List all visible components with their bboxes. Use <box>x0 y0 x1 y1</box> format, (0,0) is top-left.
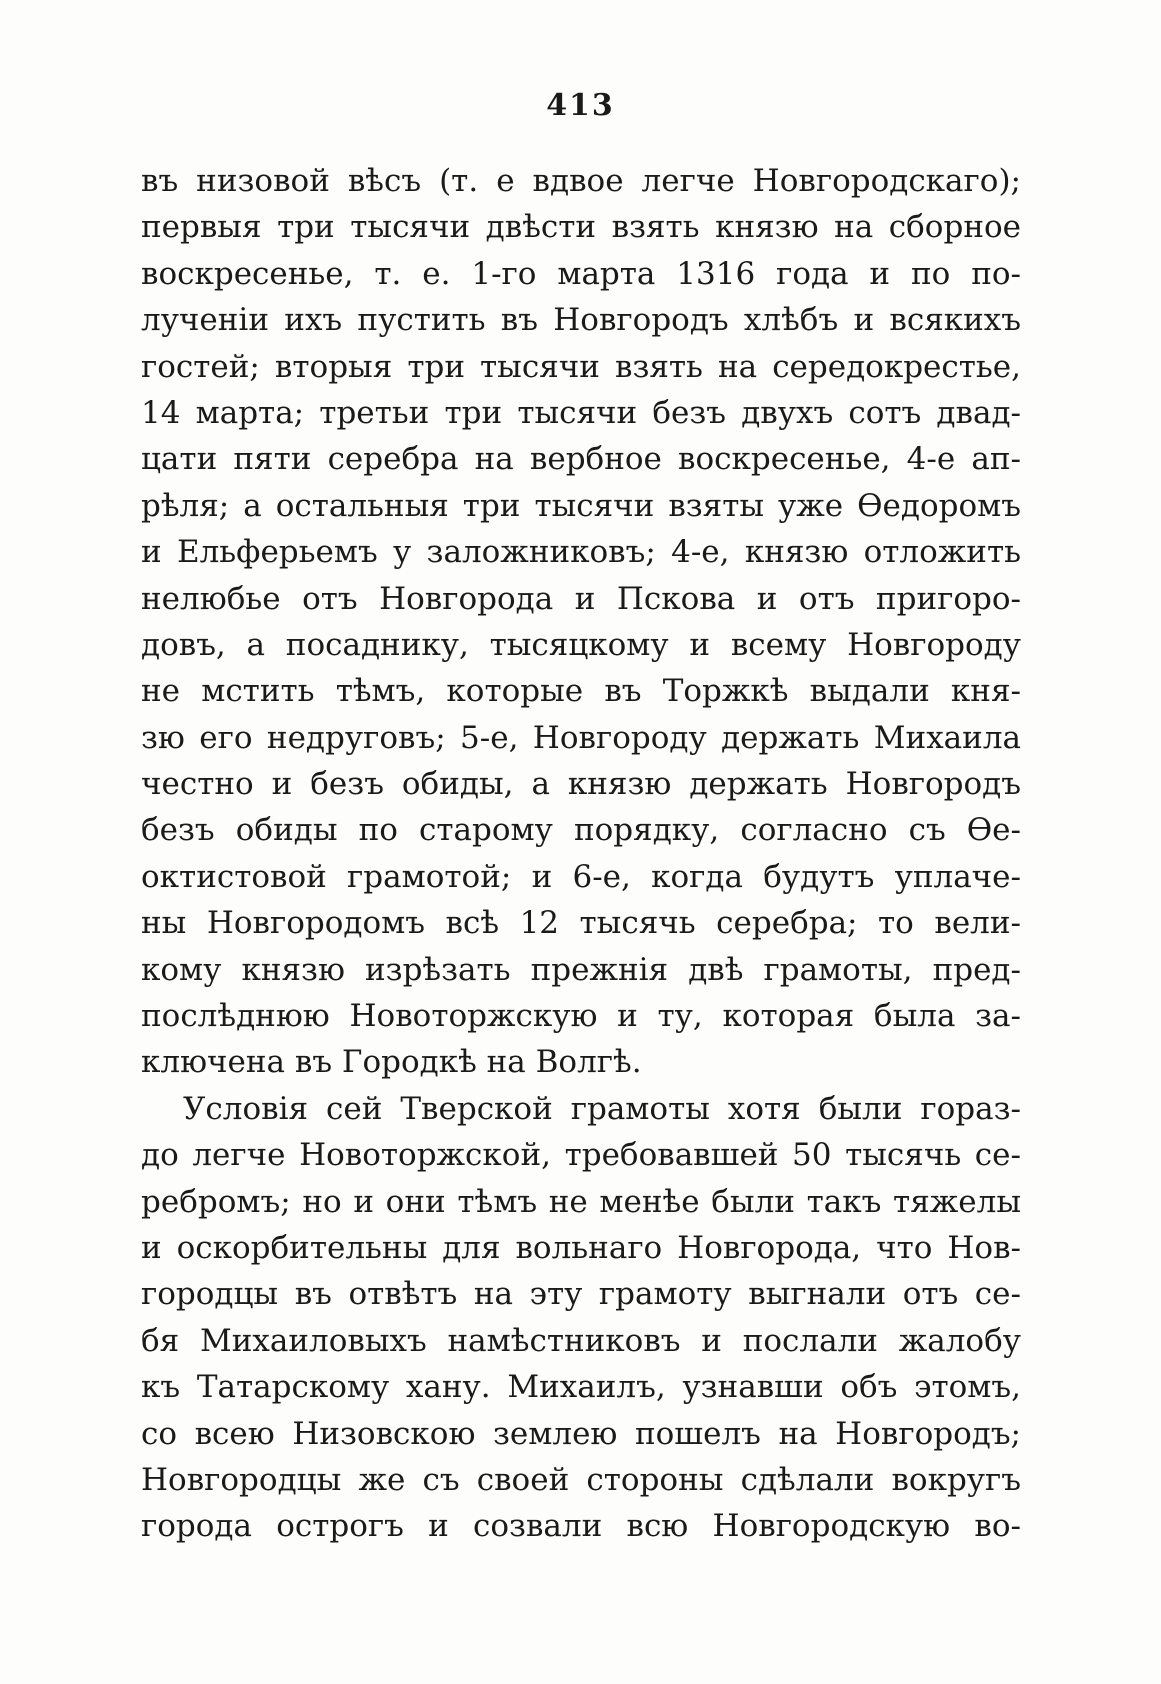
text-line: въ низовой вѣсъ (т. е вдвое легче Новгородскаго); <box>141 163 1021 199</box>
text-line: ребромъ; но и они тѣмъ не менѣе были такъ тяжелы <box>141 1183 1021 1220</box>
text-line: Условія сей Тверской грамоты хотя были гораз- <box>183 1090 1021 1127</box>
text-line: 14 марта; третьи три тысячи безъ двухъ сотъ двад- <box>141 394 1021 431</box>
text-line: ны Новгородомъ всѣ 12 тысячь серебра; то вели- <box>141 905 1021 942</box>
text-line: лученіи ихъ пустить въ Новгородъ хлѣбъ и всякихъ <box>141 302 1021 339</box>
text-line: и оскорбительны для вольнаго Новгорода, что Нов- <box>141 1229 1021 1266</box>
text-line: кому князю изрѣзать прежнія двѣ грамоты, пред- <box>141 951 1021 988</box>
text-line: первыя три тысячи двѣсти взять князю на сборное <box>141 209 1021 246</box>
text-line: со всею Низовскою землею пошелъ на Новгородъ; <box>141 1415 1021 1452</box>
text-line: послѣднюю Новоторжскую и ту, которая была за- <box>141 998 1021 1035</box>
text-line: октистовой грамотой; и 6-е, когда будутъ уплаче- <box>141 858 1021 895</box>
paragraph <box>141 1086 1021 1550</box>
text-line: не мстить тѣмъ, которые въ Торжкѣ выдали кня- <box>141 673 1021 710</box>
text-line: къ Татарскому хану. Михаилъ, узнавши объ этомъ, <box>141 1369 1021 1406</box>
text-line: безъ обиды по старому порядку, согласно съ Ѳе- <box>141 812 1021 849</box>
text-line: и Ельферьемъ у заложниковъ; 4-е, князю отложить <box>141 534 1021 571</box>
text-line: бя Михаиловыхъ намѣстниковъ и послали жалобу <box>141 1322 1021 1359</box>
text-line: нелюбье отъ Новгорода и Пскова и отъ пригоро- <box>141 580 1021 617</box>
text-line: зю его недруговъ; 5-е, Новгороду держать Михаила <box>141 719 1021 756</box>
text-line: городцы въ отвѣтъ на эту грамоту выгнали отъ се- <box>141 1276 1021 1313</box>
paragraph <box>141 158 1021 1086</box>
text-line: честно и безъ обиды, а князю держать Новгородъ <box>141 766 1021 803</box>
text-line: гостей; вторыя три тысячи взять на середокрестье, <box>141 348 1021 385</box>
text-line: до легче Новоторжской, требовавшей 50 тысячь се- <box>141 1137 1021 1174</box>
text-line: цати пяти серебра на вербное воскресенье, 4-е ап- <box>141 441 1021 478</box>
text-line: рѣля; а остальныя три тысячи взяты уже Ѳедоромъ <box>141 487 1021 524</box>
text-line: ключена въ Городкѣ на Волгѣ. <box>141 1044 642 1081</box>
text-line: довъ, а посаднику, тысяцкому и всему Новгороду <box>141 626 1021 663</box>
text-line: города острогъ и созвали всю Новгородскую во- <box>141 1508 1021 1545</box>
page-number: 413 <box>546 88 615 123</box>
body-text <box>141 158 1021 1550</box>
text-line: воскресенье, т. е. 1-го марта 1316 года и по по- <box>141 255 1021 292</box>
text-line: Новгородцы же съ своей стороны сдѣлали вокругъ <box>141 1461 1021 1498</box>
